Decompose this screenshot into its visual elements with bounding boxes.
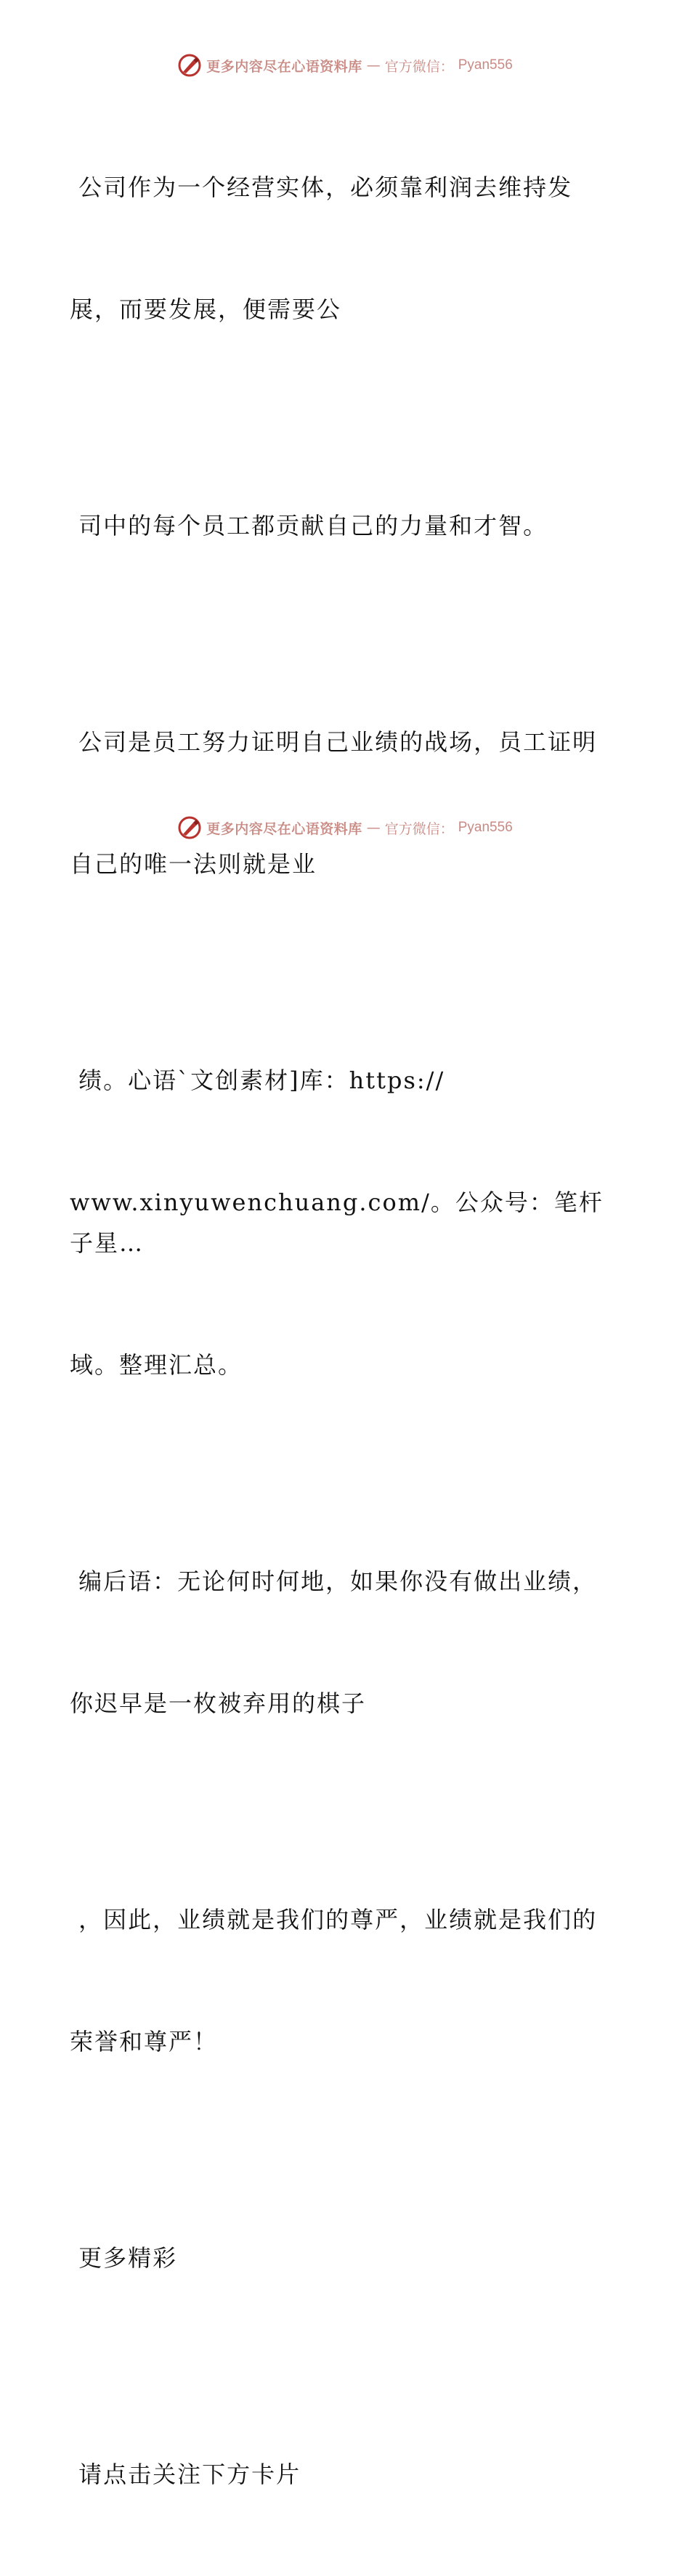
paragraph-line: 展，而要发展，便需要公 [70,295,342,323]
pen-logo-icon [177,53,202,78]
paragraph-line: 自己的唯一法则就是业 [70,850,317,878]
banner-wechat-id: Pyan556 [458,57,513,73]
paragraph-line: 公司是员工努力证明自己业绩的战场，员工证明 [70,728,598,756]
footer-banner [0,813,690,842]
banner-wechat-id: Pyan556 [458,820,513,835]
paragraph-4 [70,979,607,1467]
paragraph-line: 请点击关注下方卡片 [70,2461,301,2488]
document-body [70,86,607,2576]
paragraph-line: 编后语：无论何时何地，如果你没有做出业绩， [70,1568,598,1595]
pen-logo-icon [177,815,202,840]
paragraph-line: ，因此，业绩就是我们的尊严，业绩就是我们的 [70,1906,598,1933]
paragraph-line: www.xinyuwenchuang.com/。公众号：笔杆子星… [70,1189,604,1257]
banner-dash: — [366,57,381,73]
banner-brand-text: 更多内容尽在心语资料库 [206,820,362,837]
paragraph-line: 更多精彩 [70,2244,178,2272]
banner-brand-text: 更多内容尽在心语资料库 [206,58,362,75]
paragraph-8 [70,2373,607,2576]
paragraph-line: 公司作为一个经营实体，必须靠利润去维持发 [70,174,573,201]
paragraph-1 [70,86,607,411]
paragraph-line: 绩。心语`文创素材]库：https:// [70,1067,445,1094]
banner-wechat-label: 官方微信： [384,820,454,837]
paragraph-line: 域。整理汇总。 [70,1351,243,1379]
paragraph-2 [70,424,607,627]
paragraph-line: 荣誉和尊严！ [70,2028,219,2055]
paragraph-line: 你迟早是一枚被弃用的棋子 [70,1690,367,1717]
paragraph-3 [70,640,607,966]
banner-wechat-label: 官方微信： [384,58,454,75]
paragraph-6 [70,1818,607,2143]
paragraph-7 [70,2156,607,2360]
banner-dash: — [366,820,381,836]
header-banner [0,51,690,80]
paragraph-5 [70,1480,607,1805]
paragraph-line: 司中的每个员工都贡献自己的力量和才智。 [70,512,548,539]
